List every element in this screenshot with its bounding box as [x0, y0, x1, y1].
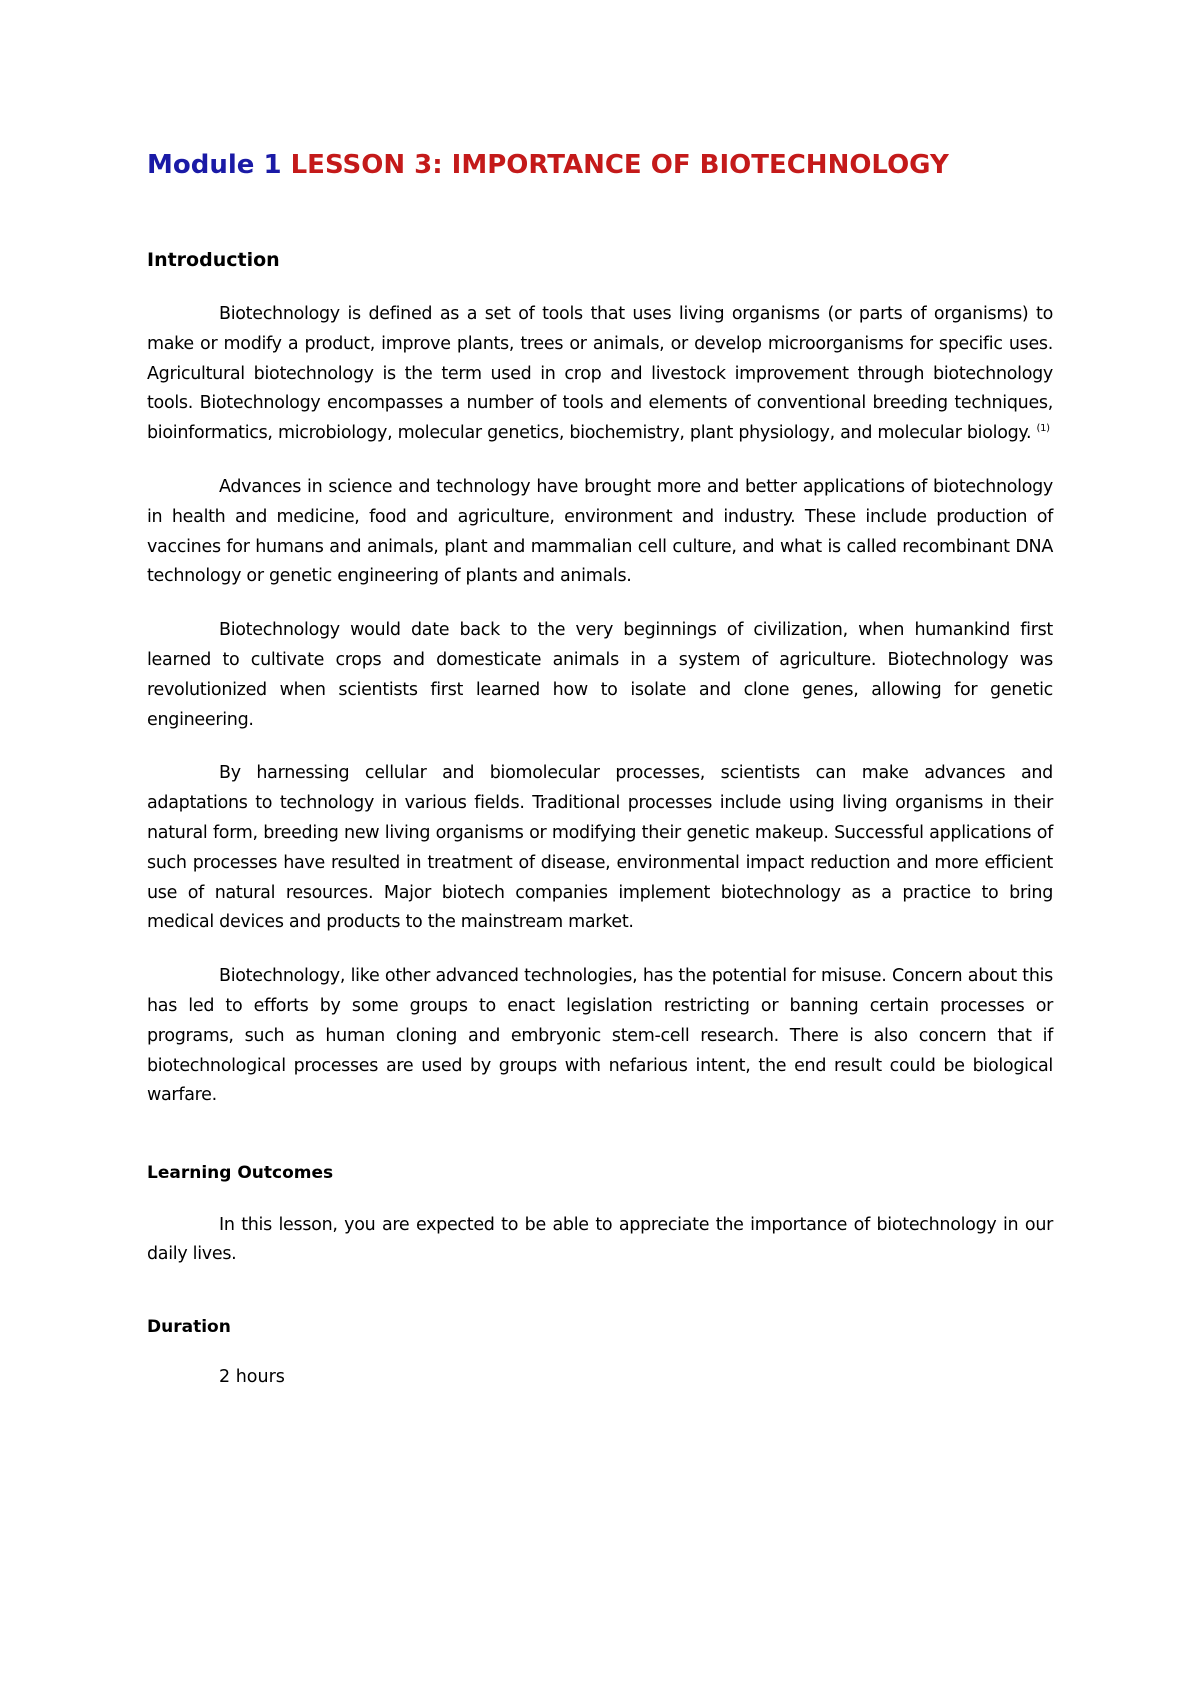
- introduction-paragraph-2: Advances in science and technology have brought more and better applications of biotechnology in health and medicine, food and agriculture, environment and industry. These include production of vaccines for humans and animals, plant and mammalian cell culture, and what is called recombinant DNA technology or genetic engineering of plants and animals.: [147, 476, 1053, 587]
- introduction-paragraph-5: Biotechnology, like other advanced technologies, has the potential for misuse. Concern about this has led to efforts by some groups to enact legislation restricting or banning certain processes or programs, such as human cloning and embryonic stem-cell research. There is also concern that if biotechnological processes are used by groups with nefarious intent, the end result could be biological warfare.: [147, 966, 1053, 1106]
- document-page: [147, 150, 1053, 1393]
- duration-heading: Duration: [147, 1317, 231, 1338]
- introduction-paragraph-3: Biotechnology would date back to the very beginnings of civilization, when humankind first learned to cultivate crops and domesticate animals in a system of agriculture. Biotechnology was revolutionized when scientists first learned how to isolate and clone genes, allowing for genetic engineering.: [147, 620, 1053, 730]
- learning-outcomes-text: In this lesson, you are expected to be able to appreciate the importance of biotechnology in our daily lives.: [147, 1214, 1053, 1265]
- duration-text: 2 hours: [219, 1367, 285, 1388]
- lesson-title: LESSON 3: IMPORTANCE OF BIOTECHNOLOGY: [290, 150, 949, 180]
- introduction-paragraph-4: By harnessing cellular and biomolecular processes, scientists can make advances and adaptations to technology in various fields. Traditional processes include using living organisms in their natural form, breeding new living organisms or modifying their genetic makeup. Successful applications of such processes have resulted in treatment of disease, environmental impact reduction and more efficient use of natural resources. Major biotech companies implement biotechnology as a practice to bring medical devices and products to the mainstream market.: [147, 763, 1053, 933]
- introduction-paragraph-1: Biotechnology is defined as a set of tools that uses living organisms (or parts of organisms) to make or modify a product, improve plants, trees or animals, or develop microorganisms for specific uses. Agricultural biotechnology is the term used in crop and livestock improvement through biotechnology tools. Biotechnology encompasses a number of tools and elements of conventional breeding techniques, bioinformatics, microbiology, molecular genetics, biochemistry, plant physiology, and molecular biology. $^{(1)}$: [147, 303, 1053, 444]
- reference-marker: (1): [1036, 423, 1050, 435]
- module-label: Module 1: [147, 150, 282, 180]
- introduction-heading: Introduction: [147, 249, 280, 272]
- learning-outcomes-heading: Learning Outcomes: [147, 1163, 334, 1184]
- page-title: [147, 150, 1053, 181]
